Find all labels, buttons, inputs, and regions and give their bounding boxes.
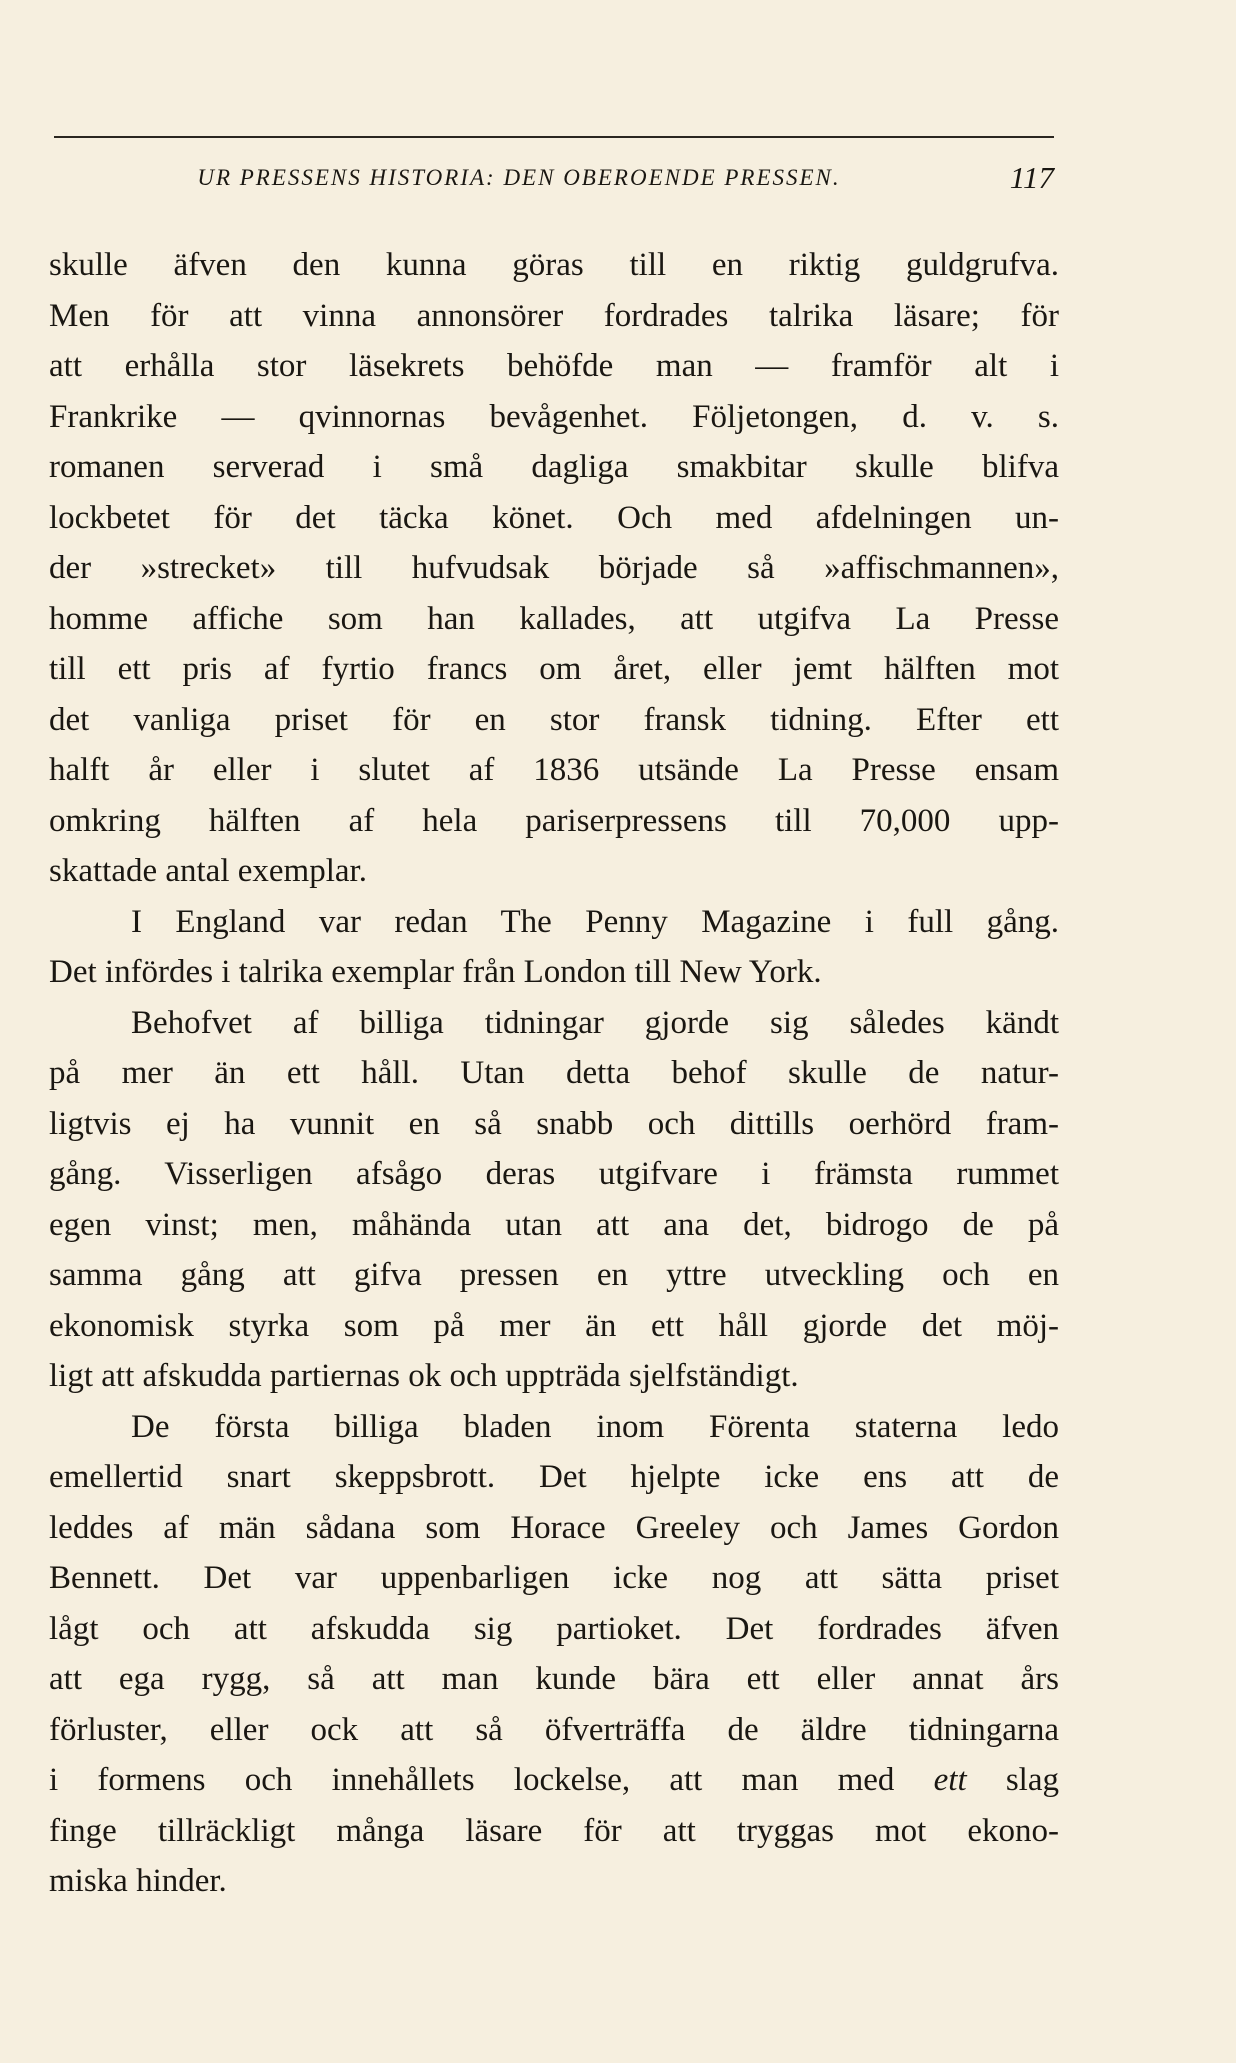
text-line-33: miska hinder. — [49, 1863, 227, 1899]
text-line-1: skulle äfven den kunna göras till en riktig guldgrufva. — [49, 247, 1059, 283]
text-line-7: der »strecket» till hufvudsak började så »affischmannen», — [49, 550, 1059, 586]
running-head — [54, 158, 1054, 198]
text-line-11: halft år eller i slutet af 1836 utsände La Presse ensam — [49, 752, 1059, 788]
text-line-15: Det infördes i talrika exemplar från London till New York. — [49, 954, 822, 990]
text-line-24: De första billiga bladen inom Förenta staterna ledo — [131, 1408, 1059, 1445]
emphasis-word: ett — [933, 1762, 967, 1798]
text-line-20: egen vinst; men, måhända utan att ana det, bidrogo de på — [49, 1206, 1059, 1243]
text-line-30: förluster, eller ock att så öfverträffa de äldre tidningarna — [49, 1711, 1059, 1748]
text-line-12: omkring hälften af hela pariserpressens till 70,000 upp- — [49, 802, 1059, 839]
text-line-21: samma gång att gifva pressen en yttre utveckling och en — [49, 1257, 1059, 1293]
text-line-16: Behofvet af billiga tidningar gjorde sig således kändt — [131, 1004, 1059, 1041]
text-line-25: emellertid snart skeppsbrott. Det hjelpte icke ens att de — [49, 1459, 1059, 1495]
text-line-17: på mer än ett håll. Utan detta behof skulle de natur- — [49, 1055, 1059, 1091]
text-line-27: Bennett. Det var uppenbarligen icke nog att sätta priset — [49, 1560, 1059, 1596]
body-text — [49, 240, 1059, 1907]
text-line-31-start: i formens och innehållets lockelse, att man med — [49, 1762, 895, 1798]
text-line-31 — [49, 1755, 1059, 1806]
text-line-9: till ett pris af fyrtio francs om året, eller jemt hälften mot — [49, 651, 1059, 687]
text-line-18: ligtvis ej ha vunnit en så snabb och dittills oerhörd fram- — [49, 1105, 1059, 1142]
text-line-5: romanen serverad i små dagliga smakbitar skulle blifva — [49, 449, 1059, 485]
text-line-13: skattade antal exemplar. — [49, 853, 367, 889]
page-number: 117 — [1009, 160, 1054, 195]
text-line-22: ekonomisk styrka som på mer än ett håll gjorde det möj- — [49, 1307, 1059, 1344]
text-line-4: Frankrike — qvinnornas bevågenhet. Följetongen, d. v. s. — [49, 398, 1059, 435]
header-rule — [54, 136, 1054, 138]
text-line-8: homme affiche som han kallades, att utgifva La Presse — [49, 600, 1059, 637]
text-line-19: gång. Visserligen afsågo deras utgifvare i främsta rummet — [49, 1156, 1059, 1192]
running-title: UR PRESSENS HISTORIA: DEN OBEROENDE PRESSEN. — [197, 165, 841, 190]
text-line-23: ligt att afskudda partiernas ok och uppträda sjelfständigt. — [49, 1358, 799, 1394]
text-line-29: att ega rygg, så att man kunde bära ett eller annat års — [49, 1661, 1059, 1697]
text-line-32: finge tillräckligt många läsare för att tryggas mot ekono- — [49, 1812, 1059, 1849]
text-line-10: det vanliga priset för en stor fransk tidning. Efter ett — [49, 701, 1059, 738]
text-line-28: lågt och att afskudda sig partioket. Det fordrades äfven — [49, 1610, 1059, 1647]
text-line-14: I England var redan The Penny Magazine i full gång. — [131, 903, 1059, 940]
text-line-6: lockbetet för det täcka könet. Och med afdelningen un- — [49, 499, 1059, 536]
text-line-2: Men för att vinna annonsörer fordrades talrika läsare; för — [49, 297, 1059, 334]
text-line-3: att erhålla stor läsekrets behöfde man — framför alt i — [49, 348, 1059, 384]
text-line-26: leddes af män sådana som Horace Greeley och James Gordon — [49, 1509, 1059, 1546]
text-line-31-end: slag — [1005, 1762, 1059, 1798]
